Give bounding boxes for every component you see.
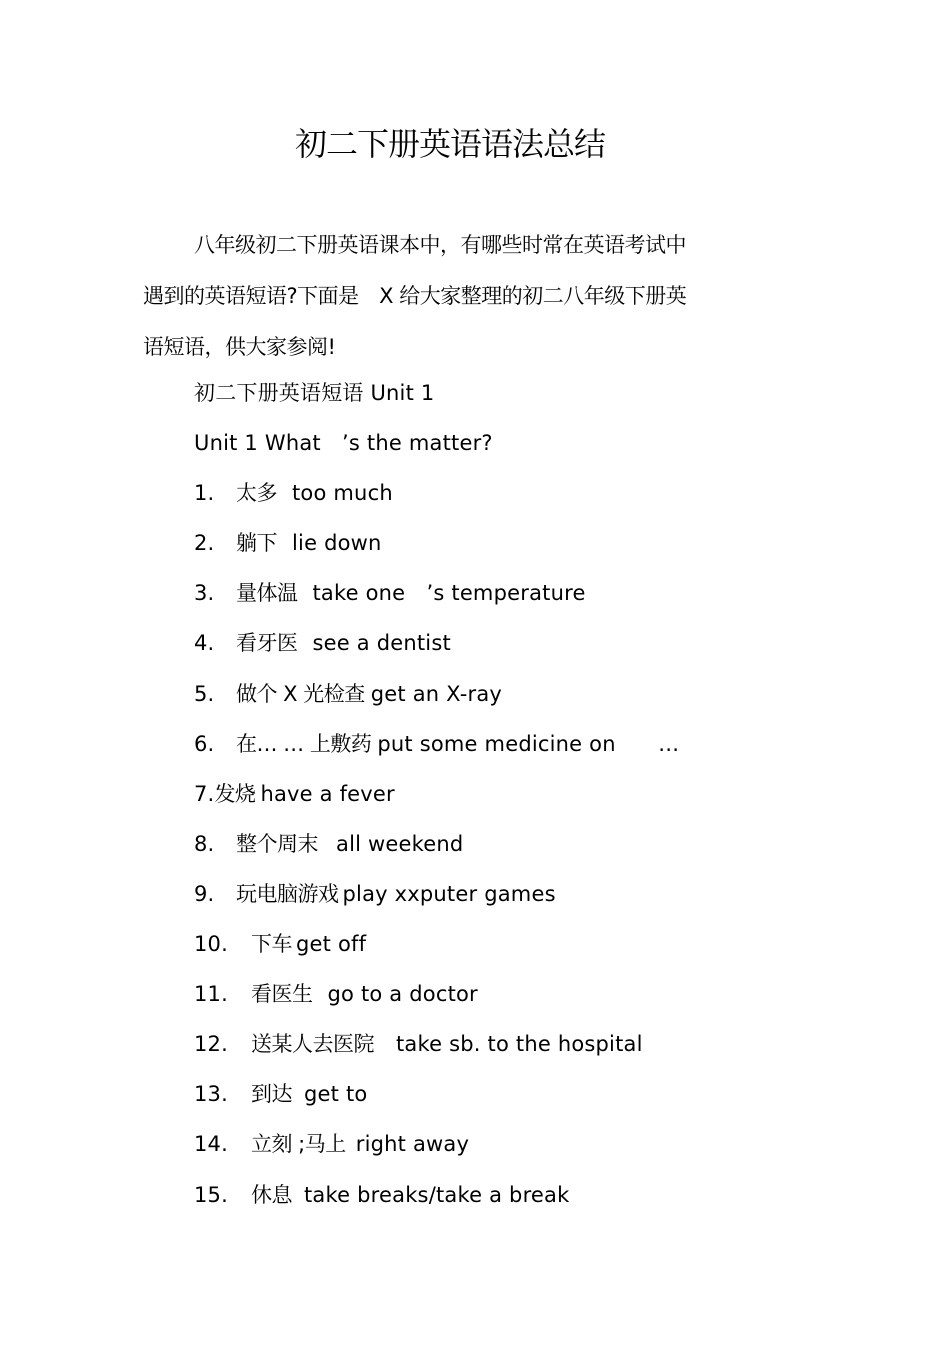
phrase-chinese: 发烧 (214, 781, 256, 806)
phrase-chinese: 在… … 上敷药 (236, 731, 372, 756)
unit-title: Unit 1 What ’s the matter? (194, 431, 493, 456)
phrase-chinese: 到达 (251, 1082, 292, 1107)
phrase-chinese: 送某人去医院 (251, 1032, 374, 1057)
section-heading: 初二下册英语短语 Unit 1 (194, 381, 435, 405)
phrase-english: go to a doctor (327, 982, 478, 1007)
phrase-english: play xxputer games (342, 881, 556, 906)
phrase-number: 9. (194, 881, 215, 906)
phrase-chinese: 看牙医 (236, 631, 298, 656)
phrase-item (194, 468, 914, 518)
phrase-number: 14. (194, 1132, 228, 1157)
phrase-number: 3. (194, 581, 215, 606)
phrase-english: lie down (292, 531, 382, 556)
phrase-number: 8. (194, 831, 215, 856)
phrase-item (194, 869, 914, 919)
phrase-number: 2. (194, 531, 215, 556)
phrase-chinese: 休息 (251, 1182, 292, 1207)
phrase-english: take one ’s temperature (312, 581, 586, 606)
phrase-chinese: 整个周末 (236, 831, 318, 856)
phrase-english: take breaks/take a break (304, 1182, 570, 1207)
phrase-number: 1. (194, 481, 215, 506)
phrase-number: 6. (194, 731, 215, 756)
phrase-chinese: 下车 (251, 932, 292, 957)
phrase-chinese: 看医生 (251, 982, 313, 1007)
phrase-item (194, 1119, 914, 1169)
phrase-chinese: 量体温 (236, 581, 298, 606)
phrase-number: 11. (194, 982, 228, 1007)
intro-paragraph (143, 220, 783, 373)
phrase-number: 4. (194, 631, 215, 656)
phrase-item (194, 669, 914, 719)
phrase-item (194, 819, 914, 869)
phrase-number: 13. (194, 1082, 228, 1107)
intro-line: 遇到的英语短语?下面是 X 给大家整理的初二八年级下册英 (143, 284, 687, 308)
phrase-chinese: 躺下 (236, 531, 277, 556)
phrase-english: too much (292, 481, 393, 506)
phrase-english: see a dentist (312, 631, 451, 656)
phrase-chinese: 太多 (236, 481, 277, 506)
phrase-item (194, 769, 914, 819)
phrase-english: all weekend (336, 831, 464, 856)
phrase-item (194, 568, 914, 618)
phrase-list-section (194, 368, 914, 1220)
phrase-english: put some medicine on … (377, 731, 680, 756)
phrase-english: get off (296, 932, 367, 957)
phrase-chinese: 玩电脑游戏 (236, 881, 339, 906)
phrase-chinese: 做个 X 光检查 (236, 681, 365, 706)
phrase-item (194, 919, 914, 969)
phrase-english: have a fever (260, 781, 395, 806)
phrase-item (194, 1170, 914, 1220)
phrase-item (194, 719, 914, 769)
document-title: 初二下册英语语法总结 (294, 125, 605, 163)
phrase-english: get to (304, 1082, 368, 1107)
phrase-number: 15. (194, 1182, 228, 1207)
phrase-item (194, 969, 914, 1019)
phrase-number: 10. (194, 932, 228, 957)
intro-line: 八年级初二下册英语课本中，有哪些时常在英语考试中 (194, 233, 686, 257)
phrase-number: 12. (194, 1032, 228, 1057)
phrase-item (194, 518, 914, 568)
intro-line: 语短语，供大家参阅! (143, 335, 336, 359)
phrase-item (194, 1019, 914, 1069)
phrase-number: 7. (194, 781, 215, 806)
phrase-english: right away (355, 1132, 470, 1157)
phrase-number: 5. (194, 681, 215, 706)
phrase-english: take sb. to the hospital (396, 1032, 643, 1057)
phrase-item (194, 618, 914, 668)
phrase-item (194, 1069, 914, 1119)
phrase-chinese: 立刻 ;马上 (251, 1132, 346, 1157)
phrase-english: get an X-ray (370, 681, 503, 706)
